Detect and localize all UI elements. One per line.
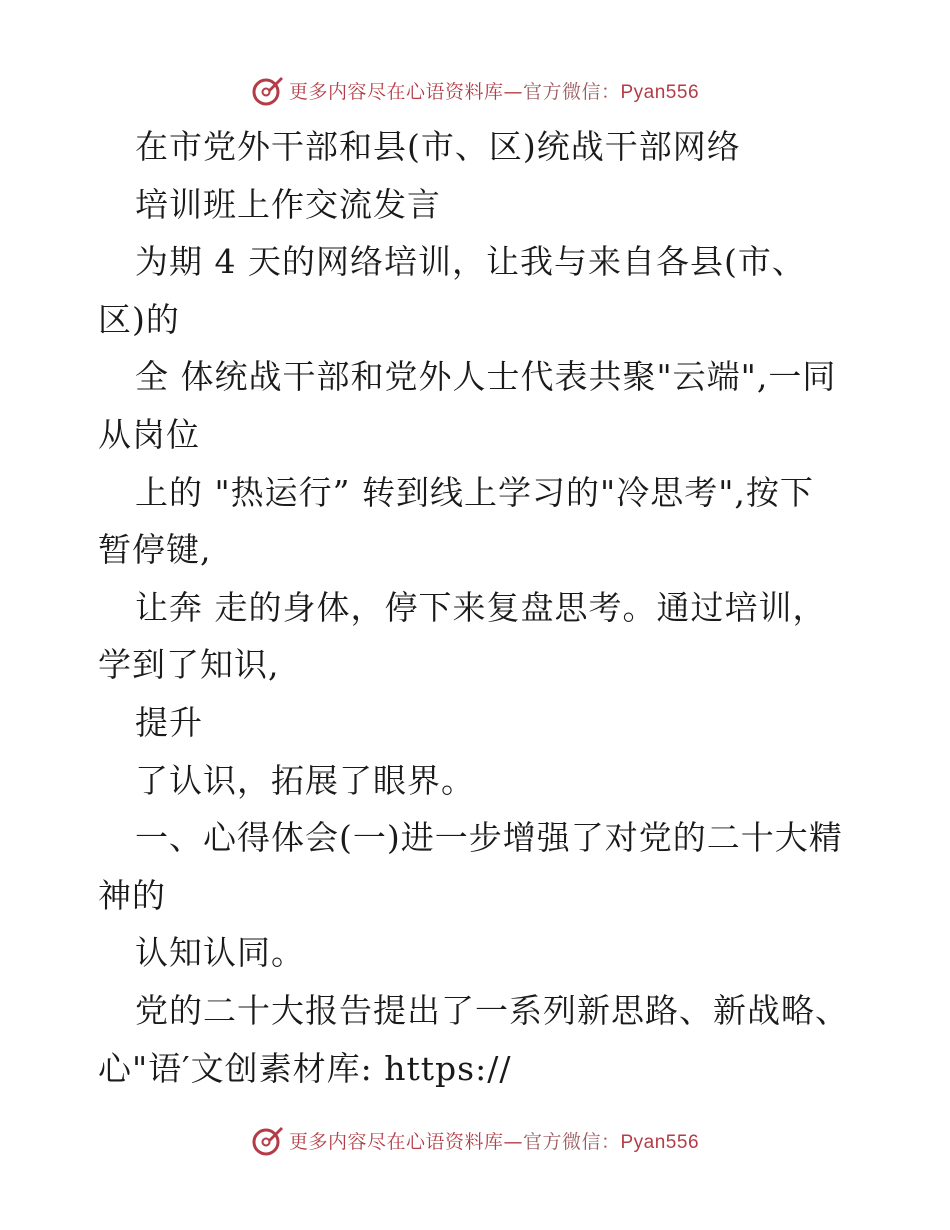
text-line: 一、心得体会(一)进一步增强了对党的二十大精: [135, 818, 843, 858]
quill-logo-icon: [251, 73, 285, 107]
text-line: 培训班上作交流发言: [135, 184, 441, 224]
text-line: 学到了知识,: [98, 645, 280, 685]
watermark-banner-bottom: [0, 1120, 950, 1160]
text-line: 区)的: [98, 299, 180, 339]
watermark-text: 更多内容尽在心语资料库—官方微信：Pyan556: [288, 1130, 700, 1153]
text-line: 为期 4 天的网络培训，让我与来自各县(市、: [135, 242, 806, 282]
document-body: [98, 118, 858, 1097]
text-line: 从岗位: [98, 414, 200, 454]
text-line: 心"语′文创素材库: https://: [98, 1048, 512, 1088]
text-line: 了认识，拓展了眼界。: [135, 760, 475, 800]
quill-logo-icon: [251, 1123, 285, 1157]
text-line: 全 体统战干部和党外人士代表共聚"云端",一同: [135, 357, 837, 397]
watermark-text: 更多内容尽在心语资料库—官方微信：Pyan556: [288, 80, 700, 103]
text-line: 认知认同。: [135, 933, 305, 973]
text-line: 党的二十大报告提出了一系列新思路、新战略、: [135, 990, 849, 1030]
text-line: 神的: [98, 875, 166, 915]
text-line: 暂停键,: [98, 530, 212, 570]
text-line: 提升: [135, 702, 203, 742]
watermark-banner-top: [0, 70, 950, 110]
text-line: 上的 "热运行” 转到线上学习的"冷思考",按下: [135, 472, 814, 512]
text-line: 在市党外干部和县(市、区)统战干部网络: [135, 127, 741, 166]
text-line: 让奔 走的身体，停下来复盘思考。通过培训，: [135, 587, 827, 627]
